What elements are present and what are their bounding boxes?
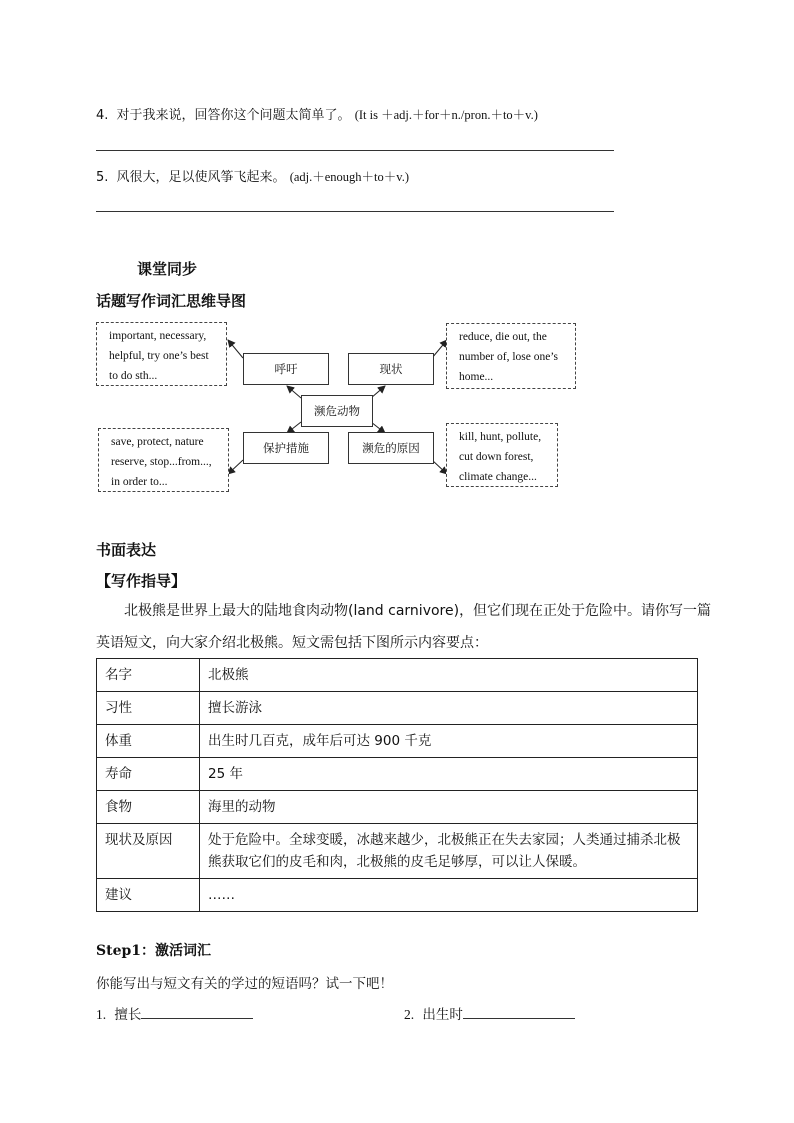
table-row: [97, 758, 698, 791]
reasons-word-line: climate change...: [459, 471, 537, 483]
mindmap-appeal-node: 呼吁: [243, 353, 329, 385]
step1-title: Step1：激活词汇: [96, 943, 212, 959]
reasons-words-box: [446, 423, 558, 487]
polar-bear-info-table: [96, 658, 698, 912]
phrase-text: 出生时: [422, 1007, 463, 1023]
written-expression-title: 书面表达: [96, 541, 157, 559]
appeal-word-line: helpful, try one’s best: [109, 350, 209, 362]
table-row: [97, 659, 698, 692]
row-value: 北极熊: [200, 659, 698, 692]
phrase-number: 1.: [96, 1007, 107, 1022]
question-4: [96, 104, 538, 123]
protect-word-line: save, protect, nature: [111, 436, 204, 448]
phrase-text: 擅长: [114, 1007, 142, 1023]
row-key: 建议: [97, 879, 200, 912]
table-row: [97, 824, 698, 879]
mindmap-protect-node: 保护措施: [243, 432, 329, 464]
question-text: 对于我来说，回答你这个问题太简单了。: [116, 108, 351, 123]
mindmap-reasons-node: 濒危的原因: [348, 432, 434, 464]
guide-text-line-1: 北极熊是世界上最大的陆地食肉动物(land carnivore)，但它们现在正处于危险中。请你写一篇: [124, 603, 712, 619]
protect-word-line: in order to...: [111, 476, 168, 488]
writing-guide-title: 【写作指导】: [96, 572, 187, 590]
row-value: 擅长游泳: [200, 692, 698, 725]
protect-word-line: reserve, stop...from...,: [111, 456, 212, 468]
question-hint: (It is ＋adj.＋for＋n./pron.＋to＋v.): [354, 108, 538, 122]
mindmap-status-node: 现状: [348, 353, 434, 385]
table-row: [97, 725, 698, 758]
reasons-word-line: cut down forest,: [459, 451, 534, 463]
reasons-word-line: kill, hunt, pollute,: [459, 431, 542, 443]
question-hint: (adj.＋enough＋to＋v.): [289, 170, 410, 184]
phrase-number: 2.: [404, 1007, 415, 1022]
row-key: 习性: [97, 692, 200, 725]
row-key: 寿命: [97, 758, 200, 791]
status-word-line: reduce, die out, the: [459, 331, 547, 343]
table-row: [97, 791, 698, 824]
row-value: ……: [200, 879, 698, 912]
answer-line-5[interactable]: [96, 211, 614, 212]
status-words-box: [446, 323, 576, 389]
row-value: 25 年: [200, 758, 698, 791]
appeal-words-box: [96, 322, 227, 386]
row-value: 海里的动物: [200, 791, 698, 824]
phrase-item-2: [404, 1003, 575, 1023]
step1-prompt: 你能写出与短文有关的学过的短语吗？试一下吧！: [96, 976, 393, 992]
mindmap-arrows: [0, 0, 794, 520]
table-row: [97, 879, 698, 912]
row-key: 现状及原因: [97, 824, 200, 879]
phrase-blank[interactable]: [463, 1004, 575, 1019]
row-key: 食物: [97, 791, 200, 824]
question-number: 4.: [96, 108, 109, 123]
answer-line-4[interactable]: [96, 150, 614, 151]
section-sync-title: 课堂同步: [137, 260, 198, 278]
question-text: 风很大，足以使风筝飞起来。: [116, 170, 286, 185]
appeal-word-line: to do sth...: [109, 370, 158, 382]
row-key: 体重: [97, 725, 200, 758]
table-row: [97, 692, 698, 725]
question-number: 5.: [96, 170, 109, 185]
row-value: 出生时几百克，成年后可达 900 千克: [200, 725, 698, 758]
phrase-item-1: [96, 1003, 253, 1023]
row-key: 名字: [97, 659, 200, 692]
question-5: [96, 166, 409, 185]
row-value: 处于危险中。全球变暖，冰越来越少，北极熊正在失去家园；人类通过捕杀北极熊获取它们的皮毛和肉，北极熊的皮毛足够厚，可以让人保暖。: [200, 824, 698, 879]
protect-words-box: [98, 428, 229, 492]
appeal-word-line: important, necessary,: [109, 330, 207, 342]
guide-text-line-2: 英语短文，向大家介绍北极熊。短文需包括下图所示内容要点：: [96, 635, 488, 651]
status-word-line: number of, lose one’s: [459, 351, 559, 363]
mindmap-center-node: 濒危动物: [301, 395, 373, 427]
mindmap-title: 话题写作词汇思维导图: [96, 292, 247, 310]
status-word-line: home...: [459, 371, 494, 383]
phrase-blank[interactable]: [141, 1004, 253, 1019]
